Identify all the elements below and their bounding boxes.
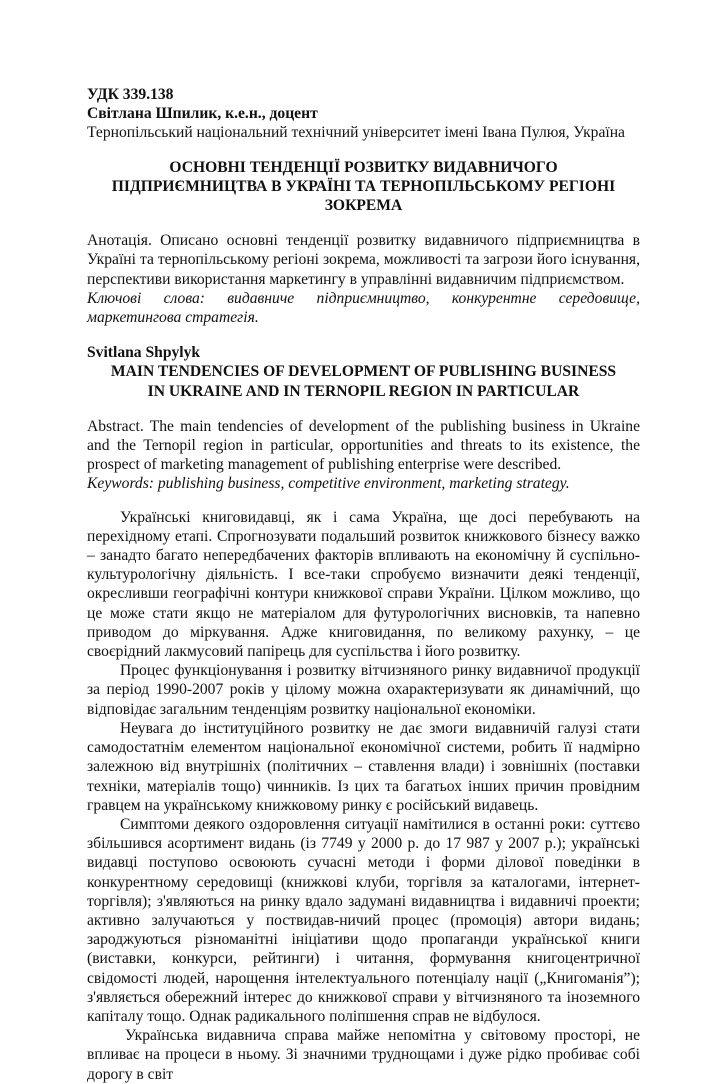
keywords-en: Keywords: publishing business, competitive environment, marketing strategy. — [87, 475, 570, 493]
body-paragraph: Українські книговидавці, як і сама Україна, ще досі перебувають на перехідному етапі. Спрогнозувати подальший розвиток книжкового бізнесу важко – занадто багато непередбачених факторів впливають на економічну й суспільно-культурологічну діяльність. І все-таки спробуємо визначити деякі тенденції, окресливши географічні контури книжкової справи України. Цілком можливо, що це може стати якщо не матеріалом для футурологічних висновків, та напевно приводом до міркування. Адже книговидання, по великому рахунку, – це своєрідний лакмусовий папірець для суспільства і його розвитку. — [87, 508, 640, 661]
abstract-uk: Анотація. Описано основні тенденції розвитку видавничого підприємництва в Україні та тернопільському регіоні зокрема, можливості та загрози його існування, перспективи використання маркетингу в управлінні видавничим підприємством. — [87, 232, 640, 288]
body-paragraph: Українська видавнича справа майже непомітна у світовому просторі, не впливає на процеси в ньому. Зі значними труднощами і дуже рідко пробиває собі дорогу в світ — [87, 1027, 640, 1083]
author-en: Svitlana Shpylyk — [87, 344, 201, 362]
udc-code: УДК 339.138 — [87, 86, 174, 103]
body-paragraph: Симптоми деякого оздоровлення ситуації намітилися в останні роки: суттєво збільшився асортимент видань (із 7749 у 2000 р. до 17 987 у 2007 р.); українські видавці поступово освоюють сучасні методи і форми ділової поведінки в конкурентному середовищі (книжкові клуби, торгівля за каталогами, інтернет-торгівля); з'являються на ринку вдало задумані видавництва і видавничі проекти; активно залучаються у поствидав-ничий процес (промоція) автори видань; зароджуються різноманітні ініціативи щодо пропаганди української книги (виставки, конкурси, рейтинги) і читання, формування книгоцентричної свідомості людей, нарощення інтелектуального потенціалу нації („Книгоманія”); з'являється обережний інтерес до книжкової справи у вітчизняного та іноземного капіталу тощо. Однак радикального поліпшення справ не відбулося. — [87, 815, 640, 1025]
author-uk: Світлана Шпилик, к.е.н., доцент — [87, 105, 318, 123]
affiliation-uk: Тернопільський національний технічний університет імені Івана Пулюя, Україна — [87, 124, 625, 142]
body-paragraph: Неувага до інституційного розвитку не дає змоги видавничій галузі стати самодостатнім елементом національної економічної системи, робить її надмірно залежною від внутрішніх (політичних – ставлення влади) і зовнішніх (поставки техніки, матеріалів тощо) чинників. Із цих та багатьох інших причин провідним гравцем на українському книжковому ринку є російський видавець. — [87, 719, 640, 814]
title-en: MAIN TENDENCIES OF DEVELOPMENT OF PUBLISHING BUSINESS IN UKRAINE AND IN TERNOPIL REGION IN PARTICULAR — [110, 363, 617, 400]
document-page — [87, 85, 640, 1084]
body-paragraph: Процес функціонування і розвитку вітчизняного ринку видавничої продукції за період 1990-2007 років у цілому можна охарактеризувати як динамічний, що відповідає загальним тенденціям розвитку національної економіки. — [87, 662, 640, 718]
title-uk: ОСНОВНІ ТЕНДЕНЦІЇ РОЗВИТКУ ВИДАВНИЧОГО ПІДПРИЄМНИЦТВА В УКРАЇНІ ТА ТЕРНОПІЛЬСЬКОМУ РЕГІОНІ ЗОКРЕМА — [111, 158, 616, 215]
keywords-uk: Ключові слова: видавниче підприємництво, конкурентне середовище, маркетингова стратегія. — [87, 289, 640, 327]
abstract-en: Abstract. The main tendencies of development of the publishing business in Ukraine and the Ternopil region in particular, opportunities and threats to its existence, the prospect of marketing management of publishing enterprise were described. — [87, 417, 640, 474]
